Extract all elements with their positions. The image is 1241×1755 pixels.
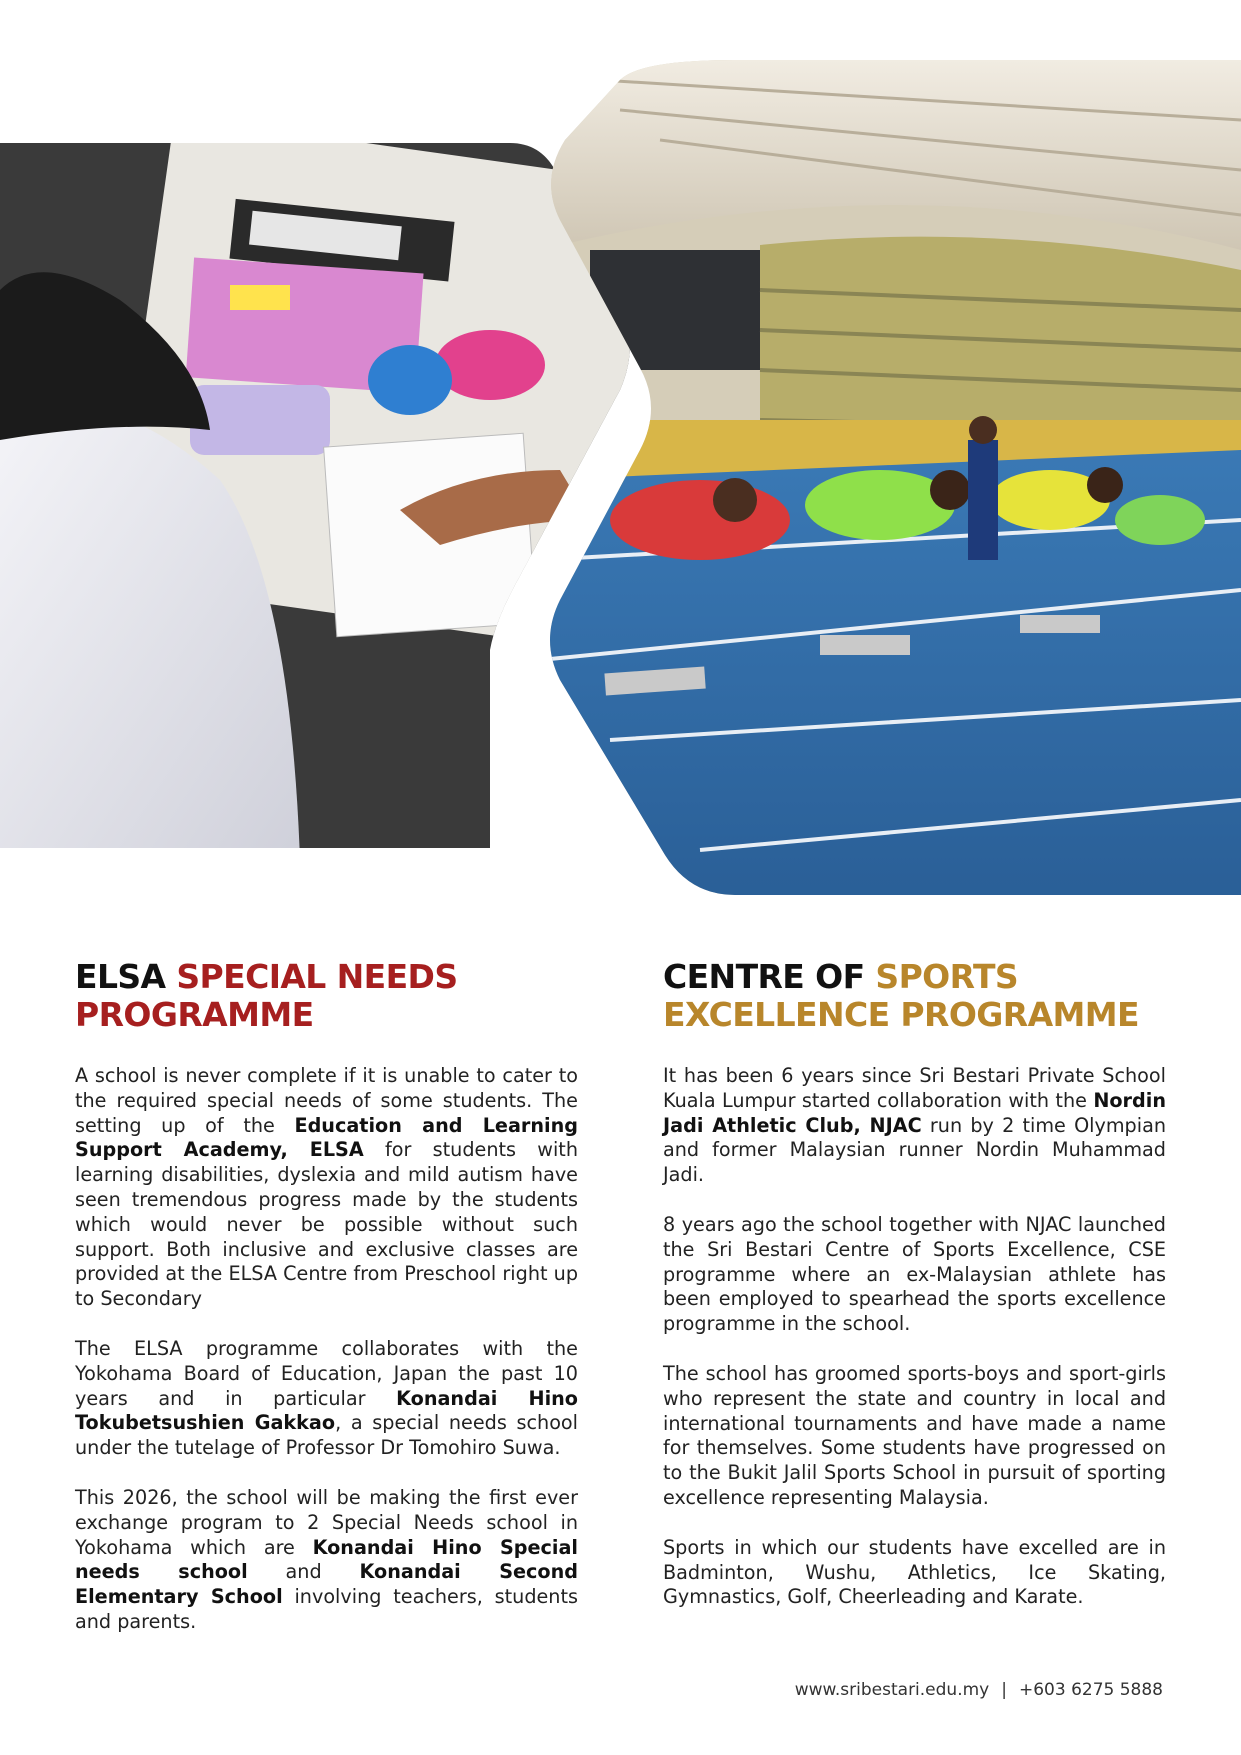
bold-segment: Konandai Second Elementary School xyxy=(75,1560,578,1609)
bold-segment: Konandai Hino Special needs school xyxy=(75,1535,578,1584)
text-segment: A school is never complete if it is unable to cater to the required special needs of some students. The setting up of the xyxy=(75,1064,578,1137)
sports-heading-gold-1: SPORTS xyxy=(875,957,1019,996)
sports-heading-black: CENTRE OF xyxy=(663,957,876,996)
bold-segment: Nordin Jadi Athletic Club, NJAC xyxy=(663,1088,1166,1137)
footer-separator: | xyxy=(1001,1680,1007,1700)
elsa-heading-red-1: SPECIAL NEEDS xyxy=(176,957,458,996)
text-segment: involving teachers, students and parents. xyxy=(75,1585,578,1633)
sports-heading xyxy=(663,958,1166,1034)
footer-contact xyxy=(795,1680,1163,1700)
elsa-heading xyxy=(75,958,578,1034)
text-segment: for students with learning disabilities, dyslexia and mild autism have seen tremendous progress made by the students which would never be possible without such support. Both inclusive and exclusive classes are provided at the ELSA Centre from Preschool right up to Secondary xyxy=(75,1138,578,1311)
sports-paragraph-4: Sports in which our students have excelled are in Badminton, Wushu, Athletics, Ice Skating, Gymnastics, Golf, Cheerleading and Karate. xyxy=(663,1535,1166,1609)
elsa-paragraph-1 xyxy=(75,1064,578,1312)
text-segment: and xyxy=(247,1560,360,1584)
sports-section xyxy=(663,958,1166,1635)
sports-paragraph-1 xyxy=(663,1064,1166,1188)
sports-paragraph-3: The school has groomed sports-boys and sport-girls who represent the state and country in local and international tournaments and have made a name for themselves. Some students have progressed on to the Bukit Jalil Sports School in pursuit of sporting excellence representing Malaysia. xyxy=(663,1361,1166,1509)
bold-segment: Education and Learning Support Academy, ELSA xyxy=(75,1113,578,1162)
sports-heading-gold-2: EXCELLENCE PROGRAMME xyxy=(663,995,1139,1034)
text-segment: It has been 6 years since Sri Bestari Private School Kuala Lumpur started collaboration with the xyxy=(663,1064,1166,1112)
elsa-paragraph-2 xyxy=(75,1337,578,1461)
text-segment: This 2026, the school will be making the first ever exchange program to 2 Special Needs school in Yokohama which are xyxy=(75,1485,578,1559)
elsa-section xyxy=(75,958,578,1660)
sports-paragraph-2: 8 years ago the school together with NJAC launched the Sri Bestari Centre of Sports Excellence, CSE programme where an ex-Malaysian athlete has been employed to spearhead the sports excellence programme in the school. xyxy=(663,1212,1166,1336)
elsa-heading-red-2: PROGRAMME xyxy=(75,995,314,1034)
text-segment: The ELSA programme collaborates with the Yokohama Board of Education, Japan the past 10 years and in particular xyxy=(75,1336,578,1410)
elsa-heading-black: ELSA xyxy=(75,957,177,996)
stadium-photo xyxy=(540,60,1241,900)
phone-number[interactable]: +603 6275 5888 xyxy=(1018,1680,1163,1700)
elsa-paragraph-3 xyxy=(75,1486,578,1635)
text-segment: run by 2 time Olympian and former Malaysian runner Nordin Muhammad Jadi. xyxy=(663,1113,1166,1187)
text-segment: , a special needs school under the tutelage of Professor Dr Tomohiro Suwa. xyxy=(75,1411,579,1460)
website-link[interactable]: www.sribestari.edu.my xyxy=(794,1680,990,1700)
bold-segment: Konandai Hino Tokubetsushien Gakkao xyxy=(75,1386,578,1435)
